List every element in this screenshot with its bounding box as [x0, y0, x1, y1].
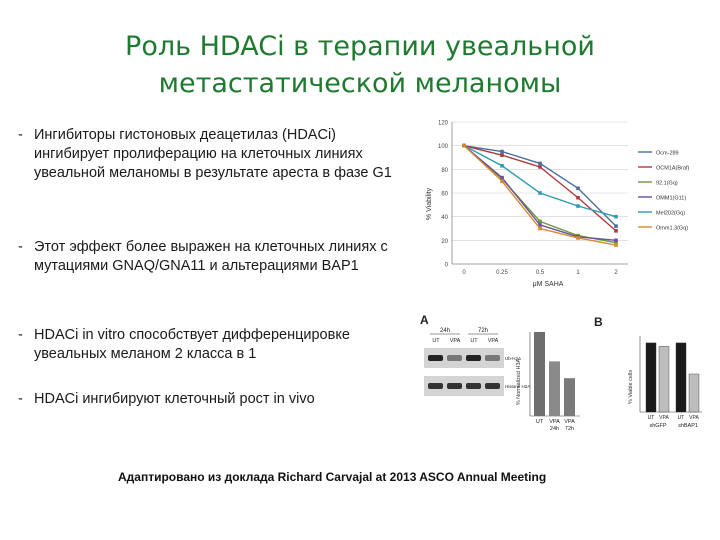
data-point: [614, 239, 618, 243]
data-point: [614, 229, 618, 233]
bar: [564, 378, 575, 416]
panel-a-y-label: % Normalized H3A: [516, 358, 522, 406]
data-point: [538, 227, 542, 231]
y-tick-label: 120: [437, 120, 448, 127]
data-point: [576, 236, 580, 240]
panel-b-figure: [590, 312, 710, 440]
blot-row-label: Ub-H2A: [505, 356, 522, 361]
y-tick-label: 80: [441, 167, 448, 174]
legend-label: OMM1(G11): [656, 195, 687, 202]
bar-category-label: VPA: [659, 415, 669, 421]
series-lines: [462, 144, 618, 247]
x-tick-label: 1: [576, 270, 580, 276]
bar: [659, 346, 669, 412]
data-point: [500, 150, 504, 154]
legend-label: Ocm-289: [656, 150, 679, 157]
bullet-marker: -: [18, 239, 23, 255]
x-tick-label: 0: [462, 270, 466, 276]
blot-band: [466, 355, 481, 361]
y-tick-label: 100: [437, 144, 448, 151]
data-point: [538, 165, 542, 169]
data-point: [500, 164, 504, 168]
panel-a-bars: [530, 332, 580, 432]
legend-label: Mel202(Gq): [656, 210, 686, 217]
blot-band: [447, 355, 462, 361]
bar: [549, 361, 560, 416]
blot-lane-label: VPA: [487, 338, 499, 344]
y-tick-label: 40: [441, 215, 448, 222]
bar: [646, 343, 656, 412]
series-line: [464, 146, 616, 217]
bullet-marker: -: [18, 327, 23, 343]
bar-category-label: VPA: [564, 419, 575, 425]
bar-category-label: 72h: [564, 426, 575, 432]
bar-category-label: UT: [535, 419, 544, 425]
blot-band: [466, 383, 481, 389]
bar-category-label: UT: [647, 415, 655, 421]
panel-a-figure: [418, 312, 588, 440]
data-point: [500, 176, 504, 180]
y-axis-label: % Viability: [426, 187, 433, 221]
group-label: shBAP1: [678, 423, 698, 429]
blot-band: [428, 383, 443, 389]
blot-lane-label: VPA: [449, 338, 461, 344]
chart-legend: [638, 151, 689, 232]
bullet-text: Ингибиторы гистоновых деацетилаз (HDACi) ингибирует пролиферацию на клеточных линиях увеальной меланомы в результате ареста в фазе G1: [34, 127, 392, 181]
bullet-item: [12, 126, 412, 183]
bullet-text: HDACi ингибируют клеточный рост in vivo: [34, 391, 315, 407]
y-tick-label: 60: [441, 191, 448, 198]
blot-lane-label: UT: [470, 338, 478, 344]
bullet-marker: -: [18, 127, 23, 143]
bullet-item: [12, 390, 315, 409]
data-point: [614, 215, 618, 219]
data-point: [576, 186, 580, 190]
x-tick-label: 0.25: [496, 270, 508, 276]
data-point: [538, 191, 542, 195]
bar: [676, 343, 686, 412]
bar: [689, 374, 699, 412]
group-label: shGFP: [649, 423, 667, 429]
blot-band: [428, 355, 443, 361]
y-tick-label: 0: [444, 262, 448, 269]
bullet-item: [12, 238, 412, 276]
data-point: [576, 204, 580, 208]
x-tick-label: 2: [614, 270, 618, 276]
panel-b-bars: [640, 336, 702, 429]
y-tick-label: 20: [441, 238, 448, 245]
legend-label: 92.1(Gq): [656, 180, 678, 187]
panel-b-y-label: % Viable cells: [628, 369, 634, 405]
title-line-2: метастатической меланомы: [158, 68, 562, 99]
legend-label: OCM1A(Braf): [656, 165, 690, 172]
viability-line-chart: [418, 112, 710, 290]
title-line-1: Роль HDACi в терапии увеальной: [125, 31, 595, 62]
data-point: [500, 179, 504, 183]
x-axis-label: μM SAHA: [532, 281, 564, 288]
panel-b-label: B: [594, 315, 603, 329]
bullet-text: Этот эффект более выражен на клеточных линиях с мутациями GNAQ/GNA11 и альтерациями BAP1: [34, 239, 388, 274]
data-point: [538, 162, 542, 166]
bar-category-label: UT: [677, 415, 685, 421]
bullet-marker: -: [18, 391, 23, 407]
bar-category-label: 24h: [549, 426, 560, 432]
bar-category-label: VPA: [689, 415, 699, 421]
blot-lane-label: UT: [432, 338, 440, 344]
x-tick-label: 0.5: [535, 270, 545, 276]
blot-band: [485, 355, 500, 361]
slide-title: [60, 28, 660, 102]
western-blot: [424, 328, 530, 396]
y-tick-labels: [438, 121, 449, 269]
blot-band: [447, 383, 462, 389]
panel-a-label: A: [420, 313, 429, 327]
data-point: [500, 153, 504, 157]
blot-header: 24h: [439, 328, 451, 334]
legend-label: Omm1.3(Gq): [656, 225, 689, 232]
data-point: [462, 144, 466, 148]
data-point: [614, 224, 618, 228]
x-tick-labels: [462, 270, 618, 276]
blot-header: 72h: [477, 328, 489, 334]
bullet-item: [12, 326, 412, 364]
bar: [534, 332, 545, 416]
source-credit: Адаптировано из доклада Richard Carvajal at 2013 ASCO Annual Meeting: [118, 470, 547, 484]
bar-category-label: VPA: [549, 419, 560, 425]
bullet-text: HDACi in vitro способствует дифференцировке увеальных меланом 2 класса в 1: [34, 327, 350, 362]
data-point: [614, 243, 618, 247]
data-point: [576, 196, 580, 200]
blot-row-label: Histone H2A: [505, 384, 531, 389]
blot-band: [485, 383, 500, 389]
